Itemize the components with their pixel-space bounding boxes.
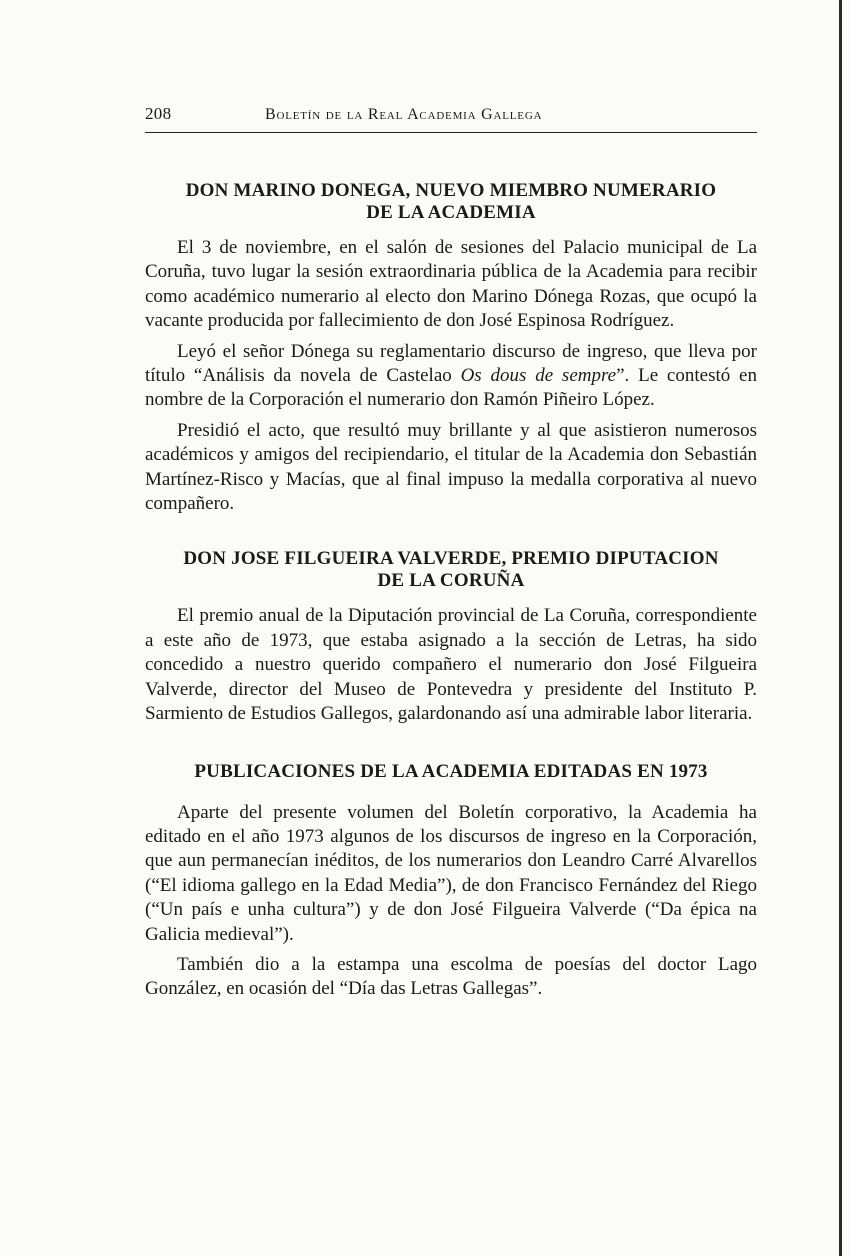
paragraph (145, 340, 757, 413)
section-title-line: DON MARINO DONEGA, NUEVO MIEMBRO NUMERARIO (185, 180, 717, 201)
paragraph-text: Leyó el señor Dónega su reglamentario discurso de ingreso, que lleva por título “Análisis da novela de Castelao (145, 340, 757, 387)
paragraph: El 3 de noviembre, en el salón de sesiones del Palacio municipal de La Coruña, tuvo lugar la sesión extraordinaria pública de la Academia para recibir como académico numerario al electo don Marino Dónega Rozas, que ocupó la vacante producida por fallecimiento de don José Espinosa Rodríguez. (145, 237, 757, 332)
page-edge-shadow (839, 0, 842, 1256)
paragraph: Presidió el acto, que resultó muy brillante y al que asistieron numerosos académicos y amigos del recipiendario, el titular de la Academia don Sebastián Martínez-Risco y Macías, que al final impuso la medalla corporativa al nuevo compañero. (145, 419, 757, 515)
section-title-filgueira (145, 548, 757, 592)
section-body-donega (145, 236, 757, 516)
work-title-italic: Os dous de sempre (460, 365, 617, 387)
section-title-publicaciones (145, 761, 757, 783)
section-title-donega (145, 180, 757, 224)
paragraph: También dio a la estampa una escolma de poesías del doctor Lago González, en ocasión del “Día das Letras Gallegas”. (145, 953, 757, 1000)
section-title-line: PUBLICACIONES DE LA ACADEMIA EDITADAS EN 1973 (194, 760, 708, 782)
paragraph-text: ”. Le contestó en nombre de la Corporación el numerario don Ramón Piñeiro López. (145, 365, 757, 411)
paragraph: Aparte del presente volumen del Boletín corporativo, la Academia ha editado en el año 1973 algunos de los discursos de ingreso en la Corporación, que aun permanecían inéditos, de los numerarios don Leandro Carré Alvarellos (“El idioma gallego en la Edad Media”), de don Francisco Fernández del Riego (“Un país e unha cultura”) y de don José Filgueira Valverde (“Da épica na Galicia medieval”). (145, 801, 757, 945)
section-title-line: DE LA ACADEMIA (366, 202, 536, 223)
section-title-line: DON JOSE FILGUEIRA VALVERDE, PREMIO DIPUTACION (183, 548, 719, 570)
journal-title: Boletín de la Real Academia Gallega (265, 106, 543, 123)
section-body-publicaciones (145, 801, 757, 1002)
page-number: 208 (145, 104, 172, 123)
document-page (145, 104, 757, 1002)
section-title-line: DE LA CORUÑA (377, 570, 525, 592)
section-body-filgueira (145, 604, 757, 726)
running-header (145, 104, 757, 133)
paragraph: El premio anual de la Diputación provincial de La Coruña, correspondiente a este año de 1973, que estaba asignado a la sección de Letras, ha sido concedido a nuestro querido compañero el numerario don José Filgueira Valverde, director del Museo de Pontevedra y presidente del Instituto P. Sarmiento de Estudios Gallegos, galardonando así una admirable labor literaria. (145, 605, 757, 725)
